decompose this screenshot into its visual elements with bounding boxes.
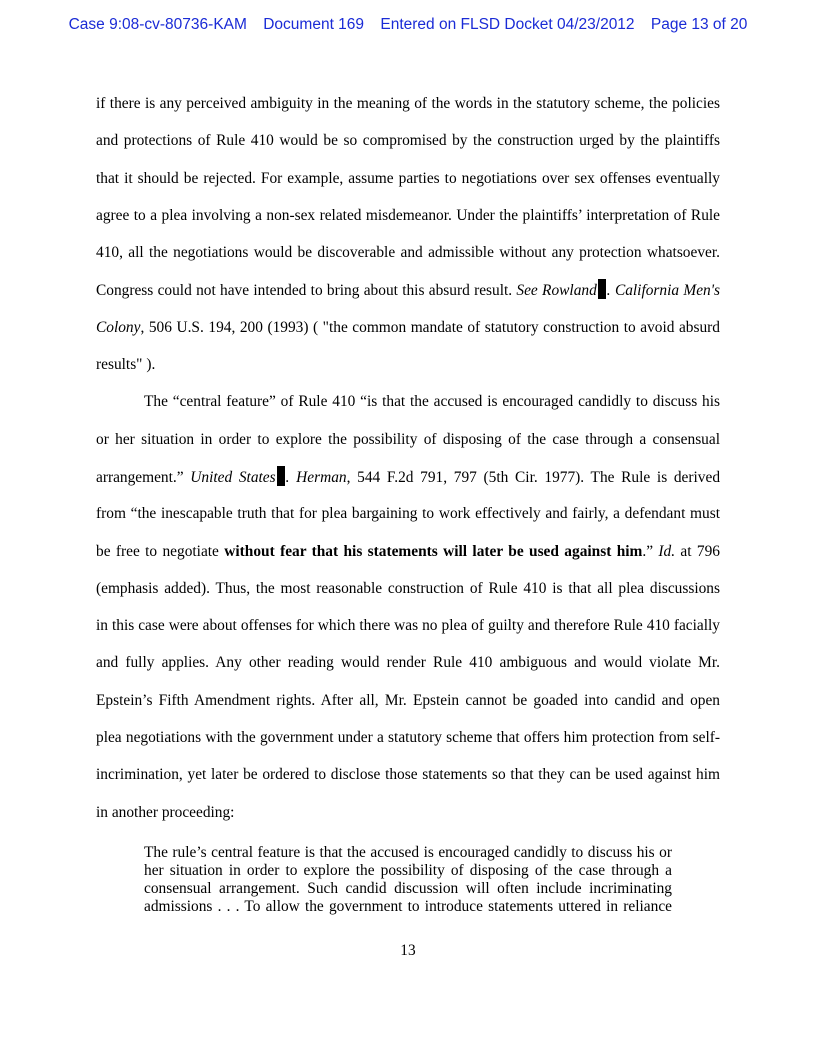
quote-line: consensual arrangement. Such candid discussion will often include incriminating: [144, 880, 672, 897]
body-line: and fully applies. Any other reading would render Rule 410 ambiguous and would violate Mr.: [96, 654, 720, 672]
block-quote: [144, 844, 672, 916]
text-run: , 506 U.S. 194, 200 (1993) ( "the common mandate of statutory construction to avoid absurd: [140, 318, 720, 336]
quote-line: admissions . . . To allow the government to introduce statements uttered in reliance: [144, 898, 672, 915]
body-line: that it should be rejected. For example, assume parties to negotiations over sex offenses eventually: [96, 169, 720, 187]
body-line: results" ).: [96, 356, 156, 374]
body-line: in another proceeding:: [96, 803, 235, 821]
body-line: in this case were about offenses for which there was no plea of guilty and therefore Rule 410 facially: [96, 617, 720, 635]
body-line: or her situation in order to explore the possibility of disposing of the case through a consensual: [96, 430, 720, 448]
redaction-bar: [277, 466, 285, 486]
document-body: [96, 93, 720, 839]
body-line: 410, all the negotiations would be discoverable and admissible without any protection whatsoever.: [96, 244, 720, 262]
body-line: [96, 541, 720, 578]
case-number: Case 9:08-cv-80736-KAM: [68, 16, 247, 33]
case-citation: . California Men's: [606, 282, 721, 300]
text-run: Congress could not have intended to bring about this absurd result.: [96, 282, 517, 300]
redaction-bar: [598, 279, 606, 299]
body-line: from “the inescapable truth that for plea bargaining to work effectively and fairly, a defendant must: [96, 505, 720, 523]
body-line: plea negotiations with the government under a statutory scheme that offers him protection from self-: [96, 729, 720, 747]
emphasis-text: without fear that his statements will later be used against him: [224, 542, 643, 560]
body-line: [96, 279, 720, 316]
case-citation: Colony: [96, 318, 141, 336]
case-citation: . Herman: [285, 468, 347, 486]
body-line: agree to a plea involving a non-sex related misdemeanor. Under the plaintiffs’ interpretation of Rule: [96, 206, 720, 224]
body-line: and protections of Rule 410 would be so compromised by the construction urged by the plaintiffs: [96, 132, 720, 150]
body-line: The “central feature” of Rule 410 “is that the accused is encouraged candidly to discuss his: [144, 393, 720, 411]
document-number: Document 169: [263, 16, 365, 33]
text-run: arrangement.”: [96, 468, 191, 486]
page-count: Page 13 of 20: [650, 16, 748, 33]
body-line: incrimination, yet later be ordered to disclose those statements so that they can be used against him: [96, 766, 720, 784]
text-run: .”: [642, 542, 659, 560]
quote-line: The rule’s central feature is that the accused is encouraged candidly to discuss his or: [144, 844, 672, 861]
docket-header: [0, 16, 816, 34]
text-run: , 544 F.2d 791, 797 (5th Cir. 1977). The Rule is derived: [346, 468, 721, 486]
quote-line: her situation in order to explore the possibility of disposing of the case through a: [144, 862, 672, 879]
text-run: at 796: [675, 542, 720, 560]
body-line: [96, 317, 720, 354]
case-citation: United States: [190, 468, 276, 486]
body-line: [96, 466, 720, 503]
body-line: (emphasis added). Thus, the most reasonable construction of Rule 410 is that all plea discussions: [96, 579, 720, 597]
case-citation: See Rowland: [516, 282, 597, 300]
docket-entry: Entered on FLSD Docket 04/23/2012: [380, 16, 635, 33]
body-line: if there is any perceived ambiguity in the meaning of the words in the statutory scheme, the policies: [96, 95, 720, 112]
body-line: Epstein’s Fifth Amendment rights. After all, Mr. Epstein cannot be goaded into candid and open: [96, 691, 720, 709]
case-citation: Id.: [658, 542, 676, 560]
page-number: 13: [400, 942, 416, 959]
text-run: be free to negotiate: [96, 542, 225, 560]
